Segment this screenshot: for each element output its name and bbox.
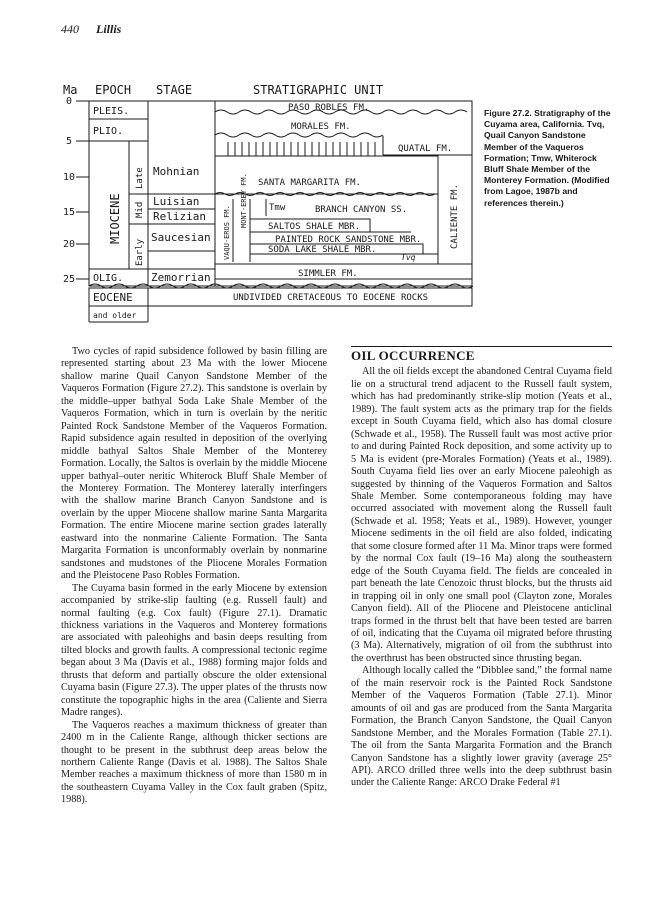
unit-vaqueros: VAQU-EROS FM. — [223, 205, 231, 260]
ma-tick-0: 0 — [66, 96, 73, 107]
unit-tmw: Tmw — [269, 203, 286, 213]
ma-tick-5: 5 — [66, 136, 73, 147]
epoch-eocene: EOCENE — [93, 291, 133, 304]
unit-saltos: SALTOS SHALE MBR. — [268, 222, 361, 232]
epoch-early: Early — [135, 238, 145, 266]
unit-branch-canyon: BRANCH CANYON SS. — [315, 205, 408, 215]
epoch-late: Late — [135, 167, 145, 189]
epoch-mid: Mid — [135, 201, 145, 218]
figure-caption: Figure 27.2. Stratigraphy of the Cuyama area, California. Tvq, Quail Canyon Sandstone Member of the Vaqueros Formation; Tmw, Whiterock Bluff Shale Member of the Monterey Formation. (Modified from Lagoe, 1987b and references therein.) — [484, 108, 611, 208]
right-paragraph-1: All the oil fields except the abandoned Central Cuyama field lie on a structural trend adjacent to the Russell fault system, which has had predominantly strike-slip motion (Yeats et al., 1989). The fault system acts as the primary trap for the fields except in South Cuyama field, which also has domal closure (Schwade et al., 1958). The Russell fault was most active prior to and during Painted Rock deposition, and some activity up to 5 Ma is evident (pre-Morales Formation) (Yeats et al., 1989). South Cuyama field lies over an early Miocene paleohigh as suggested by thinning of the Vaqueros Formation and Saltos Shale Member. Some contemporaneous folding may have occurred associated with movement along the Russell fault (Schwade et al. 1958; Yeats et al., 1989). However, younger Miocene sediments in the oil field are also folded, indicating that some closure formed after 11 Ma. Minor traps were formed by the normal Cox fault (19–16 Ma) along the southeastern edge of the South Cuyama field. The fields are concealed in part beneath the late Cenozoic thrust blocks, but the thrusts aid in trapping oil in only one small pool (Clayton zone, Morales Canyon field). All of the Pliocene and Pleistocene anticlinal traps formed in the thrust belt that have been tested are barren of oil, indicating that the Cuyama oil migrated before thrusting (3 Ma). Alternatively, migration of oil from the subthrust into the overthrust has been obstructed since thrusting began. — [351, 366, 612, 664]
stage-relizian: Relizian — [153, 210, 206, 223]
right-paragraph-2: Although locally called the “Dibblee sand,” the formal name of the main reservoir rock is the Painted Rock Sandstone Member of the Vaqueros Formation (Table 27.1). Minor amounts of oil and gas are produced from the Santa Margarita Formation, the Branch Canyon Sandstone, the Quail Canyon Sandstone Member, and the Morales Formation (Table 27.1). The oil from the Santa Margarita Formation and the Branch Canyon Sandstone has a slightly lower gravity (average 25° API). ARCO drilled three wells into the deep subthrust basin under the Caliente Range: ARCO Drake Federal #1 — [351, 665, 612, 789]
left-column — [61, 346, 327, 807]
header-epoch: EPOCH — [95, 84, 132, 97]
stratigraphy-diagram — [63, 84, 473, 329]
unit-painted-rock: PAINTED ROCK SANDSTONE MBR. — [275, 235, 422, 245]
unit-morales: MORALES FM. — [291, 122, 351, 132]
epoch-oligocene: OLIG. — [93, 273, 124, 284]
unit-soda-lake: SODA LAKE SHALE MBR. — [268, 245, 377, 255]
epoch-pleistocene: PLEIS. — [93, 106, 130, 117]
stage-saucesian: Saucesian — [151, 231, 211, 244]
header-ma: Ma — [63, 84, 78, 97]
unit-caliente: CALIENTE FM. — [450, 183, 460, 249]
stage-zemorrian: Zemorrian — [151, 271, 211, 284]
unit-quatal: QUATAL FM. — [398, 144, 453, 154]
epoch-pliocene: PLIO. — [93, 126, 124, 137]
ma-tick-25: 25 — [63, 274, 76, 285]
unit-santa-margarita: SANTA MARGARITA FM. — [258, 178, 361, 188]
section-title-oil-occurrence: OIL OCCURRENCE — [351, 346, 612, 362]
left-paragraph-3: The Vaqueros reaches a maximum thickness of greater than 2400 m in the Caliente Range, although thicker sections are thought to be present in the subthrust deep areas below the northern Caliente Range (Davis et al. 1988). The Saltos Shale Member reaches a maximum thickness of more than 1580 m in the southeastern Cuyama Valley in the Cox fault graben (Spitz, 1988). — [61, 719, 327, 806]
right-column — [351, 346, 612, 790]
header-unit: STRATIGRAPHIC UNIT — [253, 84, 384, 97]
epoch-miocene: MIOCENE — [108, 193, 122, 244]
running-author: Lillis — [96, 22, 122, 36]
page-number: 440 — [61, 22, 79, 36]
unit-tvq: Tvq — [401, 253, 416, 262]
unit-undivided: UNDIVIDED CRETACEOUS TO EOCENE ROCKS — [233, 293, 429, 303]
unit-simmler: SIMMLER FM. — [298, 269, 358, 279]
stage-luisian: Luisian — [153, 195, 200, 208]
ma-tick-15: 15 — [63, 207, 76, 218]
header-stage: STAGE — [156, 84, 193, 97]
unit-paso-robles: PASO ROBLES FM. — [288, 103, 370, 113]
left-paragraph-2: The Cuyama basin formed in the early Miocene by extension accompanied by strike-slip faulting (e.g. Russell fault) and normal faulting (e.g. Cox fault) (Figure 27.1). Dramatic thickness variations in the Vaqueros and Monterey formations are associated with paleohighs and basin deeps resulting from tilted blocks and growth faults. A compressional tectonic regime began about 3 Ma (Davis et al., 1988) forming major folds and thrusts that deform and partially obscure the older extensional Cuyama basin (Figure 27.3). The upper plates of the thrusts now constitute the topographic highs in the area (Caliente and Sierra Madre ranges). — [61, 582, 327, 719]
stage-mohnian: Mohnian — [153, 165, 200, 178]
epoch-and-older: and older — [93, 311, 137, 320]
page-header — [61, 22, 121, 37]
ma-tick-20: 20 — [63, 239, 76, 250]
ma-tick-10: 10 — [63, 172, 76, 183]
left-paragraph-1: Two cycles of rapid subsidence followed by basin filling are represented starting about 23 Ma with the lower Miocene shallow marine Quail Canyon Sandstone Member of the Vaqueros Formation (Figure 27.2). This sandstone is overlain by the middle–upper bathyal Soda Lake Shale Member of the Vaqueros Formation, which in turn is overlain by the neritic Painted Rock Sandstone Member of the Vaqueros Formation. Rapid subsidence again resulted in deposition of the overlying middle bathyal Saltos Shale Member of the Monterey Formation. Locally, the Saltos is overlain by the middle Miocene upper bathyal–outer neritic Whiterock Bluff Shale Member of the Monterey Formation. The Monterey laterally interfingers with the shallow marine Branch Canyon Sandstone and is overlain by the upper Miocene shallow marine Santa Margarita Formation. The entire Miocene marine section grades laterally eastward into the nonmarine Caliente Formation. The Santa Margarita Formation is unconformably overlain by nonmarine sandstones and mudstones of the Pliocene Morales Formation and the Pleistocene Paso Robles Formation. — [61, 346, 327, 582]
unit-monterey: MONT-EREY FM. — [240, 173, 248, 228]
